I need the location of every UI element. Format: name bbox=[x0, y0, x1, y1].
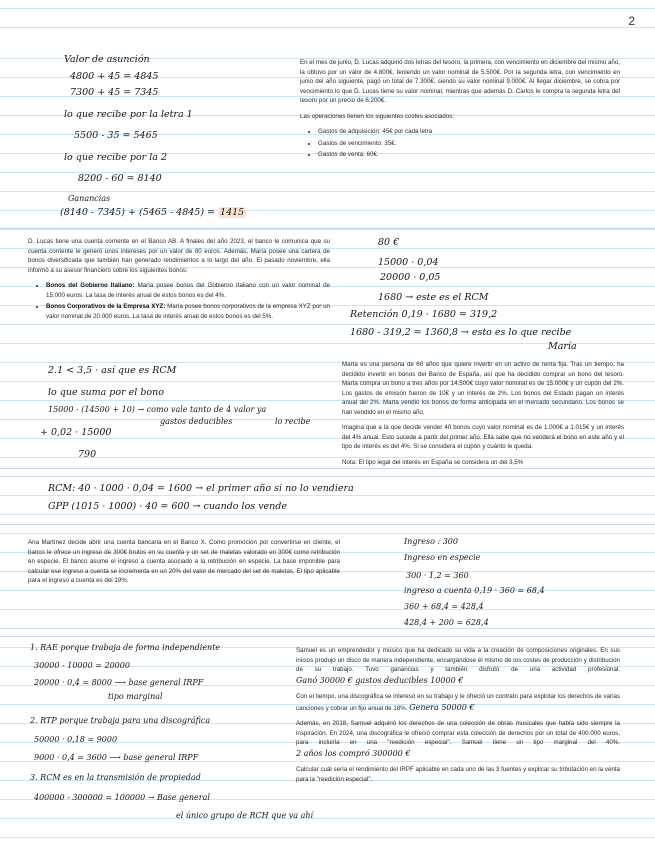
hw-line: Valor de asunción bbox=[64, 54, 150, 65]
hw-line: 8200 - 60 = 8140 bbox=[78, 173, 162, 184]
hw-line: 80 € bbox=[378, 237, 400, 248]
exercise-paragraph: Imagina que a la que decide vender 40 bonos cuyo valor nominal es de 1.000€ a 1.015€ y un interés del 4% anual. Esto sucede a partir del primer año. Ella sabe que no venderá el bono en este año y el tipo de interés es del 4%. Si se considera el cupón y cuánto le queda. bbox=[342, 424, 624, 450]
hw-line: 30000 - 10000 = 20000 bbox=[34, 661, 130, 670]
hw-line: Ganancias bbox=[68, 194, 111, 203]
hw-line: 790 bbox=[78, 449, 97, 460]
hw-line: RCM: 40 · 1000 · 0,04 = 1600 → el primer año si no lo vendiera bbox=[48, 483, 354, 494]
hw-line: lo recibe bbox=[275, 417, 311, 426]
hw-annotation: Ganó 30000 € gastos deducibles 10000 € bbox=[296, 675, 464, 685]
bonds-list bbox=[28, 281, 330, 321]
exercise-text: Además, en 2018, Samuel adquirió los derechos de una colección de obras musicales que había sido siempre la inspiración. En 2024, una discográfica le ofreció comprar esta colección de derechos por un total de 400.000 euros, para incluirla en una "reedición especial". Samuel tiene un tipo marginal del 40%. bbox=[296, 720, 620, 746]
exercise-cuenta-ana bbox=[28, 538, 340, 592]
hw-line bbox=[60, 206, 246, 219]
hw-line: 15000 · 0,04 bbox=[378, 257, 439, 268]
hw-line: 1. RAE porque trabaja de forma independiente bbox=[30, 643, 221, 652]
exercise-text: Con el tiempo, una discográfica se interesó en su trabajo y le ofreció un contrato para explotar los derechos de varias canciones y cobrar un fijo anual de 18%. bbox=[296, 693, 620, 712]
hw-line: + 0,02 · 15000 bbox=[40, 427, 112, 438]
hw-line: 7300 + 45 = 7345 bbox=[70, 87, 159, 98]
section-divider bbox=[0, 524, 655, 525]
section-divider bbox=[0, 228, 655, 229]
hw-line: Retención 0,19 · 1680 = 319,2 bbox=[350, 309, 498, 320]
hw-line: 9000 · 0,4 = 3600 ⟶ base general IRPF bbox=[34, 753, 199, 762]
hw-line: 5500 - 35 = 5465 bbox=[74, 130, 158, 141]
exercise-paragraph: En el mes de junio, D. Lucas adquirió dos letras del tesoro, la primera, con vencimiento en diciembre del mismo año, la obtuvo por un valor de 4.800€, teniendo un valor nominal de 5.500€. Por la segunda letra, con vencimiento en junio del año siguiente, pagó un total de 7.300€, siendo su valor nominal 9.000€. Al llegar diciembre, se cobra por vencimiento lo que D. Lucas tiene su valor nominal, mientras que además D. Carlos le compra la segunda letra del tesoro por un precio de 8.200€. bbox=[300, 59, 620, 104]
hw-line: 428,4 + 200 = 628,4 bbox=[404, 618, 489, 627]
list-item bbox=[46, 281, 330, 300]
hw-line: 1680 → este es el RCM bbox=[378, 292, 489, 303]
hw-line: lo que suma por el bono bbox=[48, 387, 164, 398]
costs-list bbox=[300, 127, 620, 160]
list-item: • Gastos de venta: 60€. bbox=[318, 150, 620, 160]
hw-line: 2. RTP porque trabaja para una discográfica bbox=[30, 716, 211, 725]
hw-line: 400000 - 300000 = 100000 → Base general bbox=[34, 793, 210, 802]
exercise-cuenta-bonos bbox=[28, 237, 330, 323]
hw-line: 300 · 1,2 = 360 bbox=[406, 571, 469, 580]
exercise-paragraph: Marta es una persona de 60 años que quiere invertir en un activo de renta fija. Tras un tiempo, ha decidido invertir en bonos del Banco de España, así que ha decidido comprar un bono del tesoro. Marta compra un bono a tres años por 14.500€ cuyo valor nominal es de 15.000€ y un cupón del 2%. Los gastos de emisión fueron de 10€ y un interés de 2%. Los bonos del Estado pagan un interés anual del 2%. Marta vendió los bonos de forma anticipada en el mercado secundario. Los bonos se han vendido en el mismo año. bbox=[342, 361, 624, 416]
exercise-letras-tesoro bbox=[300, 58, 620, 162]
hw-line: ingreso a cuenta 0,19 · 360 = 68,4 bbox=[404, 586, 545, 595]
list-item: • Gastos de vencimiento: 35€. bbox=[318, 139, 620, 149]
hw-line: 2.1 < 3,5 · así que es RCM bbox=[48, 365, 177, 376]
hw-line: 4800 + 45 = 4845 bbox=[70, 71, 159, 82]
hw-line: tipo marginal bbox=[108, 692, 163, 701]
section-divider bbox=[0, 468, 655, 469]
exercise-paragraph: Calcular cuál sería el rendimiento del IRPF aplicable en cada uno de las 3 fuentes y explicar su tributación en la venta para la "reedición especial". bbox=[296, 766, 620, 783]
hw-result-highlight: 1415 bbox=[220, 207, 245, 218]
hw-line: lo que recibe por la 2 bbox=[64, 152, 167, 163]
hw-line: 20000 · 0,4 = 8000 ⟶ base general IRPF bbox=[34, 678, 204, 687]
hw-line: Ingreso : 300 bbox=[404, 537, 458, 546]
hw-line: gastos deducibles bbox=[160, 417, 233, 426]
exercise-bonos-marta bbox=[342, 360, 624, 473]
section-divider bbox=[0, 636, 655, 637]
exercise-text: Samuel es un emprendedor y músico que ha dedicado su vida a la creación de composiciones originales. En sus inicios produjo un disco de manera independiente, encargándose él mismo de los costes de producción y distribución de su trabajo. Tuvo ganancias y también disfrutó de una actividad profesional. bbox=[296, 647, 620, 673]
hw-line: lo que recibe por la letra 1 bbox=[64, 109, 193, 120]
bond-title: Bonos del Gobierno Italiano: bbox=[46, 282, 135, 289]
hw-line: Ingreso en especie bbox=[404, 553, 481, 562]
exercise-paragraph bbox=[296, 646, 620, 686]
hw-line: 15000 - (14500 + 10) → como vale tanto de 4 valor ya bbox=[48, 405, 267, 414]
exercise-intro: Las operaciones tienen los siguientes costes asociados: bbox=[300, 112, 455, 120]
exercise-paragraph: D. Lucas tiene una cuenta corriente en el Banco AB. A finales del año 2023, el banco le comunica que su cuenta corriente le generó unos intereses por un valor de 80 euros. Además, María posee una cartera de bonos diversificada que también han generado rendimientos a lo largo del año. El pasado noviembre, ella informó a su asesor financiero sobre los siguientes bonos: bbox=[28, 238, 330, 274]
hw-line: 360 + 68,4 = 428,4 bbox=[404, 602, 484, 611]
exercise-samuel bbox=[296, 646, 620, 790]
page-number: 2 bbox=[628, 14, 635, 28]
list-item: • Gastos de adquisición: 45€ por cada letra bbox=[318, 127, 620, 137]
list-item bbox=[46, 302, 330, 321]
exercise-paragraph: Ana Martínez decide abrir una cuenta bancaria en el Banco X. Como promoción por convertirse en cliente, el banco le ofrece un ingreso de 300€ brutos en su cuenta y un set de maletas valorado en 300€ como retribución en especie. El banco asume el ingreso a cuenta asociado a la retribución en especie. La base imponible para calcular ese ingreso a cuenta se incrementa en un 20% del valor de mercado del set de maletas. El tipo aplicable para el ingreso a cuenta es del 19%. bbox=[28, 539, 340, 584]
hw-annotation: 2 años los compró 300000 € bbox=[296, 748, 411, 758]
hw-line: 1680 - 319,2 = 1360,8 → esto es lo que recibe bbox=[350, 327, 572, 338]
exercise-paragraph bbox=[296, 692, 620, 713]
hw-line: el único grupo de RCH que va ahí bbox=[176, 811, 314, 820]
hw-annotation: Genera 50000 € bbox=[409, 702, 475, 712]
hw-line: María bbox=[548, 341, 577, 352]
hw-line: 20000 · 0,05 bbox=[380, 272, 441, 283]
bond-text: María posee bonos corporativos de la empresa XYZ por un valor nominal de 20.000 euros. La tasa de interés anual de estos bonos es del 5%. bbox=[46, 303, 331, 320]
exercise-note: Nota: El tipo legal del interés en España se considera un del 3,5% bbox=[342, 458, 524, 466]
hw-line: 50000 · 0,18 = 9000 bbox=[34, 735, 118, 744]
hw-line: 3. RCM es en la transmisión de propiedad bbox=[30, 773, 201, 782]
exercise-paragraph bbox=[296, 719, 620, 759]
bond-text: María posee bonos del Gobierno Italiano con un valor nominal de 15.000 euros. La tasa de interés anual de estos bonos es del 4%. bbox=[46, 282, 330, 299]
bond-title: Bonos Corporativos de la Empresa XYZ: bbox=[46, 303, 166, 310]
hw-formula: (8140 - 7345) + (5465 - 4845) = bbox=[60, 207, 216, 218]
hw-line: GPP (1015 · 1000) · 40 = 600 → cuando los vende bbox=[48, 501, 288, 512]
